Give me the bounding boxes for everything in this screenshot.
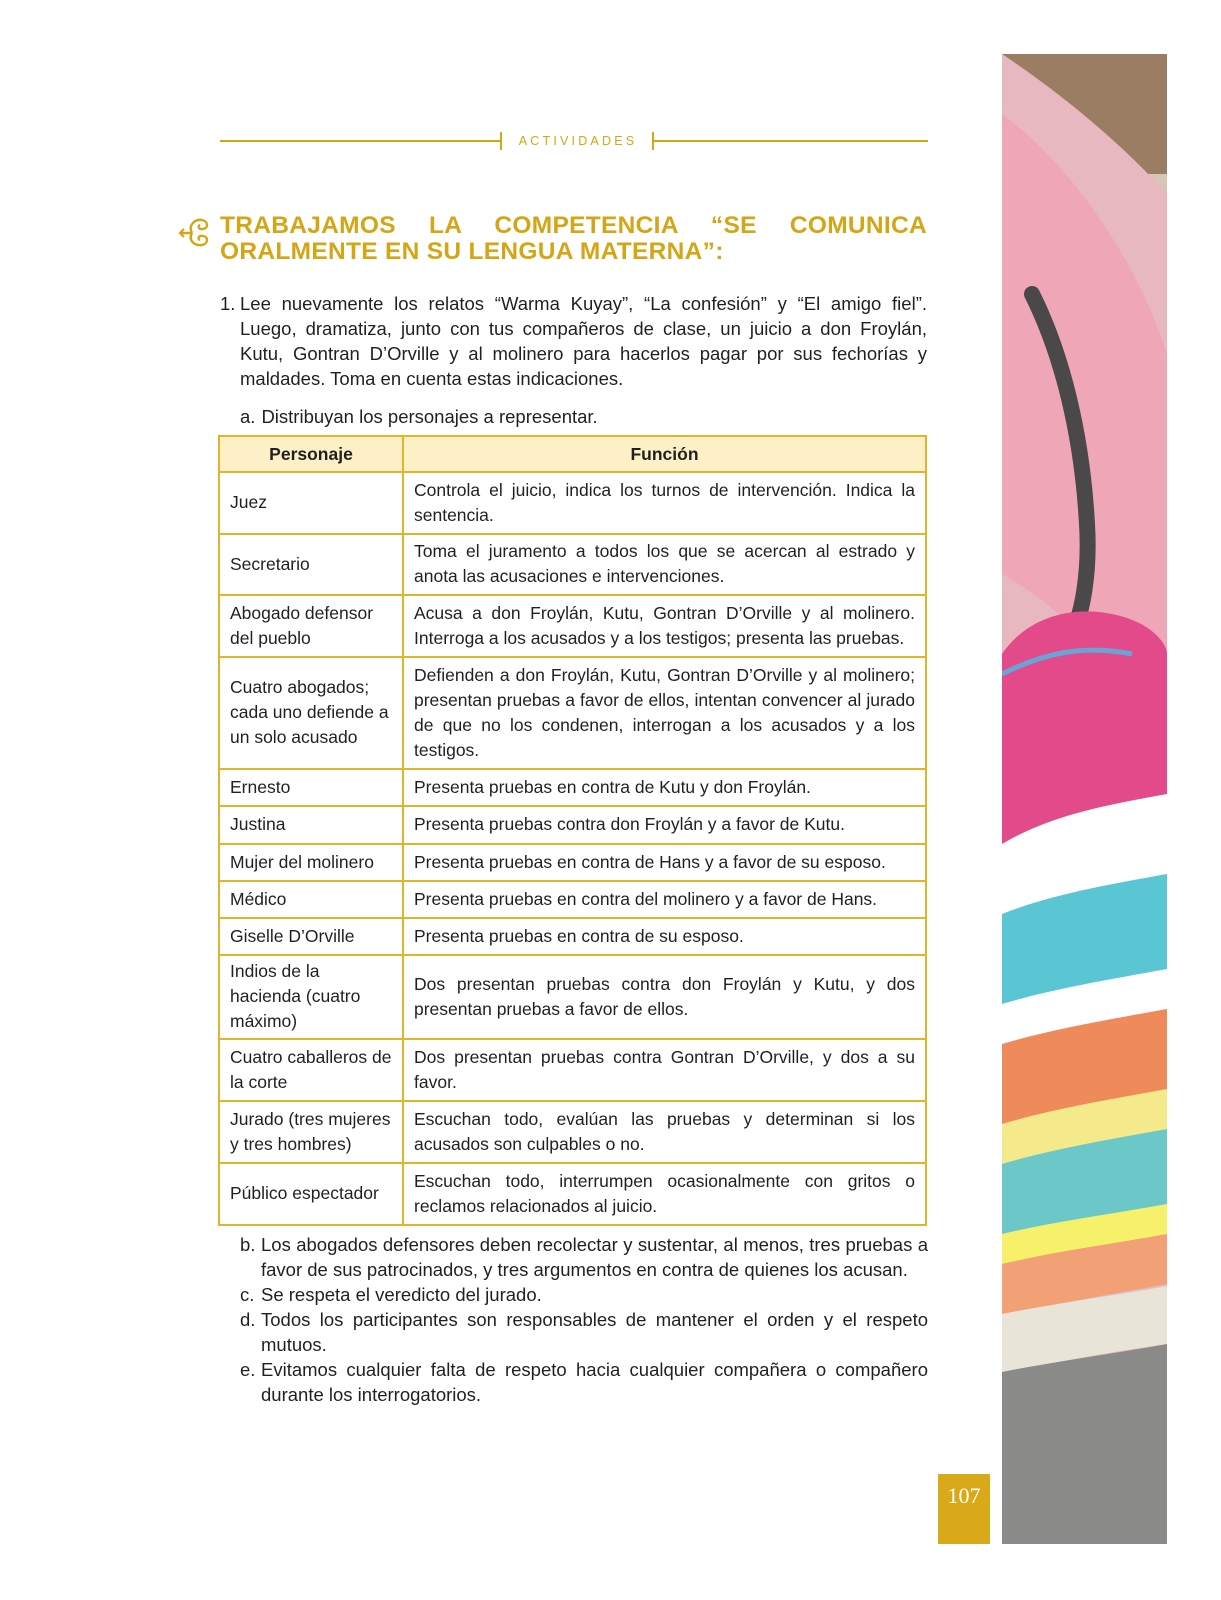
header-tick-left [500,132,502,150]
cell-funcion: Defienden a don Froylán, Kutu, Gontran D’Orville y al molinero; presentan pruebas a favor de ellos, intentan convencer al jurado de que no los condenen, interrogan a los acusados y a los testigos. [403,657,926,769]
table-row [219,1101,926,1163]
list-item [240,1232,928,1282]
list-item [240,1357,928,1407]
step-text: Distribuyan los personajes a representar. [261,406,598,427]
cell-personaje: Público espectador [219,1163,403,1225]
table-header-row [219,436,926,472]
item-number: 1. [220,293,236,314]
cell-personaje: Abogado defensor del pueblo [219,595,403,657]
step-text: Se respeta el veredicto del jurado. [261,1284,542,1305]
activity-item-1 [220,291,927,391]
cell-funcion: Presenta pruebas en contra del molinero y a favor de Hans. [403,881,926,918]
header-rule-right [654,140,928,142]
cell-personaje: Juez [219,472,403,534]
table-row [219,534,926,595]
table-body [219,472,926,1225]
cell-funcion: Presenta pruebas contra don Froylán y a favor de Kutu. [403,806,926,844]
cell-personaje: Ernesto [219,769,403,806]
cell-funcion: Escuchan todo, evalúan las pruebas y determinan si los acusados son culpables o no. [403,1101,926,1163]
cell-funcion: Presenta pruebas en contra de su esposo. [403,918,926,955]
step-letter: d. [240,1309,256,1330]
step-a [240,404,598,429]
step-text: Evitamos cualquier falta de respeto hacia cualquier compañera o compañero durante los interrogatorios. [261,1359,928,1405]
table-row [219,1163,926,1225]
fleuron-icon [178,216,212,248]
cell-personaje: Cuatro caballeros de la corte [219,1039,403,1101]
table-row [219,918,926,955]
cell-funcion: Presenta pruebas en contra de Hans y a favor de su esposo. [403,844,926,881]
step-letter: b. [240,1234,256,1255]
column-header-funcion: Función [403,436,926,472]
cell-personaje: Mujer del molinero [219,844,403,881]
cell-funcion: Dos presentan pruebas contra don Froylán y Kutu, y dos presentan pruebas a favor de ellos. [403,955,926,1039]
table-row [219,955,926,1039]
table-row [219,881,926,918]
section-title: TRABAJAMOS LA COMPETENCIA “SE COMUNICA ORALMENTE EN SU LENGUA MATERNA”: [220,212,927,265]
cell-funcion: Toma el juramento a todos los que se acercan al estrado y anota las acusaciones e intervenciones. [403,534,926,595]
roles-table [218,435,927,1226]
cell-funcion: Presenta pruebas en contra de Kutu y don Froylán. [403,769,926,806]
cell-personaje: Justina [219,806,403,844]
table-row [219,472,926,534]
header-rule-left [220,140,502,142]
table-row [219,806,926,844]
table-row [219,844,926,881]
list-item [240,1282,928,1307]
page-number: 107 [938,1474,990,1544]
cell-funcion: Escuchan todo, interrumpen ocasionalmente con gritos o reclamos relacionados al juicio. [403,1163,926,1225]
list-item [240,1307,928,1357]
item-text: Lee nuevamente los relatos “Warma Kuyay”, “La confesión” y “El amigo fiel”. Luego, dramatiza, junto con tus compañeros de clase, un juicio a don Froylán, Kutu, Gontran D’Orville y al molinero para hacerlos pagar por sus fechorías y maldades. Toma en cuenta estas indicaciones. [240,293,927,389]
steps-list [240,1232,928,1407]
cell-personaje: Cuatro abogados; cada uno defiende a un solo acusado [219,657,403,769]
step-text: Todos los participantes son responsables de mantener el orden y el respeto mutuos. [261,1309,928,1355]
cell-personaje: Médico [219,881,403,918]
table-row [219,657,926,769]
table-row [219,595,926,657]
step-letter: c. [240,1284,255,1305]
cell-funcion: Dos presentan pruebas contra Gontran D’Orville, y dos a su favor. [403,1039,926,1101]
cell-personaje: Jurado (tres mujeres y tres hombres) [219,1101,403,1163]
step-text: Los abogados defensores deben recolectar y sustentar, al menos, tres pruebas a favor de sus patrocinados, y tres argumentos en contra de quienes los acusan. [261,1234,928,1280]
decorative-artwork [1002,54,1167,1544]
table-row [219,769,926,806]
step-letter: e. [240,1359,256,1380]
column-header-personaje: Personaje [219,436,403,472]
cell-funcion: Acusa a don Froylán, Kutu, Gontran D’Orville y al molinero. Interroga a los acusados y a los testigos; presenta las pruebas. [403,595,926,657]
section-label: ACTIVIDADES [518,134,638,148]
step-letter: a. [240,406,256,427]
cell-personaje: Secretario [219,534,403,595]
cell-funcion: Controla el juicio, indica los turnos de intervención. Indica la sentencia. [403,472,926,534]
table-row [219,1039,926,1101]
cell-personaje: Indios de la hacienda (cuatro máximo) [219,955,403,1039]
cell-personaje: Giselle D’Orville [219,918,403,955]
